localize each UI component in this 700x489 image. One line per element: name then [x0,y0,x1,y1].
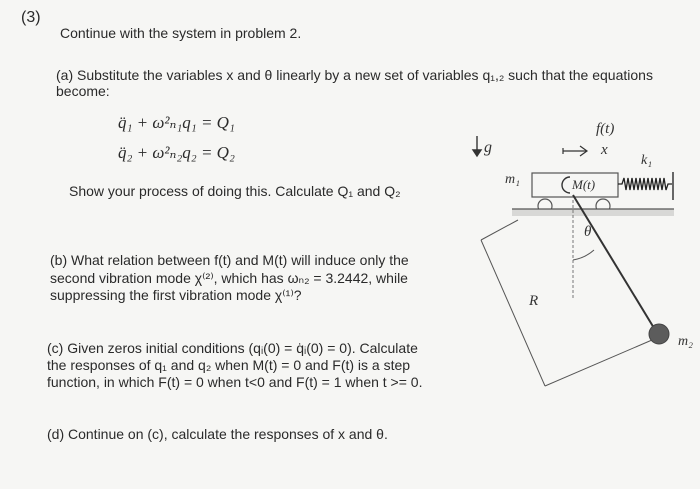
pendulum-cart-diagram [460,100,700,400]
equation-1: q̈₁ + ω²ₙ₁q₁ = Q₁ [118,113,235,132]
problem-number: (3) [21,9,41,26]
x-direction-arrow [563,146,587,156]
length-label: R [529,293,539,309]
moment-label: M(t) [572,177,596,192]
length-dimension-tick-top [481,220,518,240]
mass1-label: m₁ [505,172,520,187]
part-a-line1: (a) Substitute the variables x and θ linearly by a new set of variables q₁,₂ such that the equations [56,67,653,83]
ground-hatch [512,209,674,216]
part-c-line2: the responses of q₁ and q₂ when M(t) = 0 and F(t) is a step [47,357,411,373]
part-b-line3: suppressing the first vibration mode χ⁽¹⁾? [50,287,302,303]
force-label: f(t) [596,121,615,137]
length-dimension-line [481,240,545,386]
part-a-show-text: Show your process of doing this. Calculate Q₁ and Q₂ [69,183,401,199]
length-dimension-tick-bottom [545,340,652,386]
angle-arc [573,250,594,260]
spring-label: k₁ [641,153,653,168]
pendulum-bob [649,324,669,344]
part-b-line1: (b) What relation between f(t) and M(t) will induce only the [50,252,409,268]
gravity-arrow [473,136,481,156]
part-a-line2: become: [56,83,110,99]
x-label: x [601,142,608,158]
part-b-line2: second vibration mode χ⁽²⁾, which has ωₙ₂ = 3.2442, while [50,270,408,286]
part-c-line3: function, in which F(t) = 0 when t<0 and F(t) = 1 when t >= 0. [47,374,423,390]
gravity-label: g [484,139,492,156]
mass2-label: m₂ [678,334,693,349]
intro-text: Continue with the system in problem 2. [60,25,302,41]
angle-label: θ [584,224,592,240]
spring-zigzag [618,178,672,190]
equation-2: q̈₂ + ω²ₙ₂q₂ = Q₂ [118,143,235,162]
part-c-line1: (c) Given zeros initial conditions (qᵢ(0) = q̇ᵢ(0) = 0). Calculate [47,340,418,356]
part-d-line1: (d) Continue on (c), calculate the responses of x and θ. [47,426,388,442]
